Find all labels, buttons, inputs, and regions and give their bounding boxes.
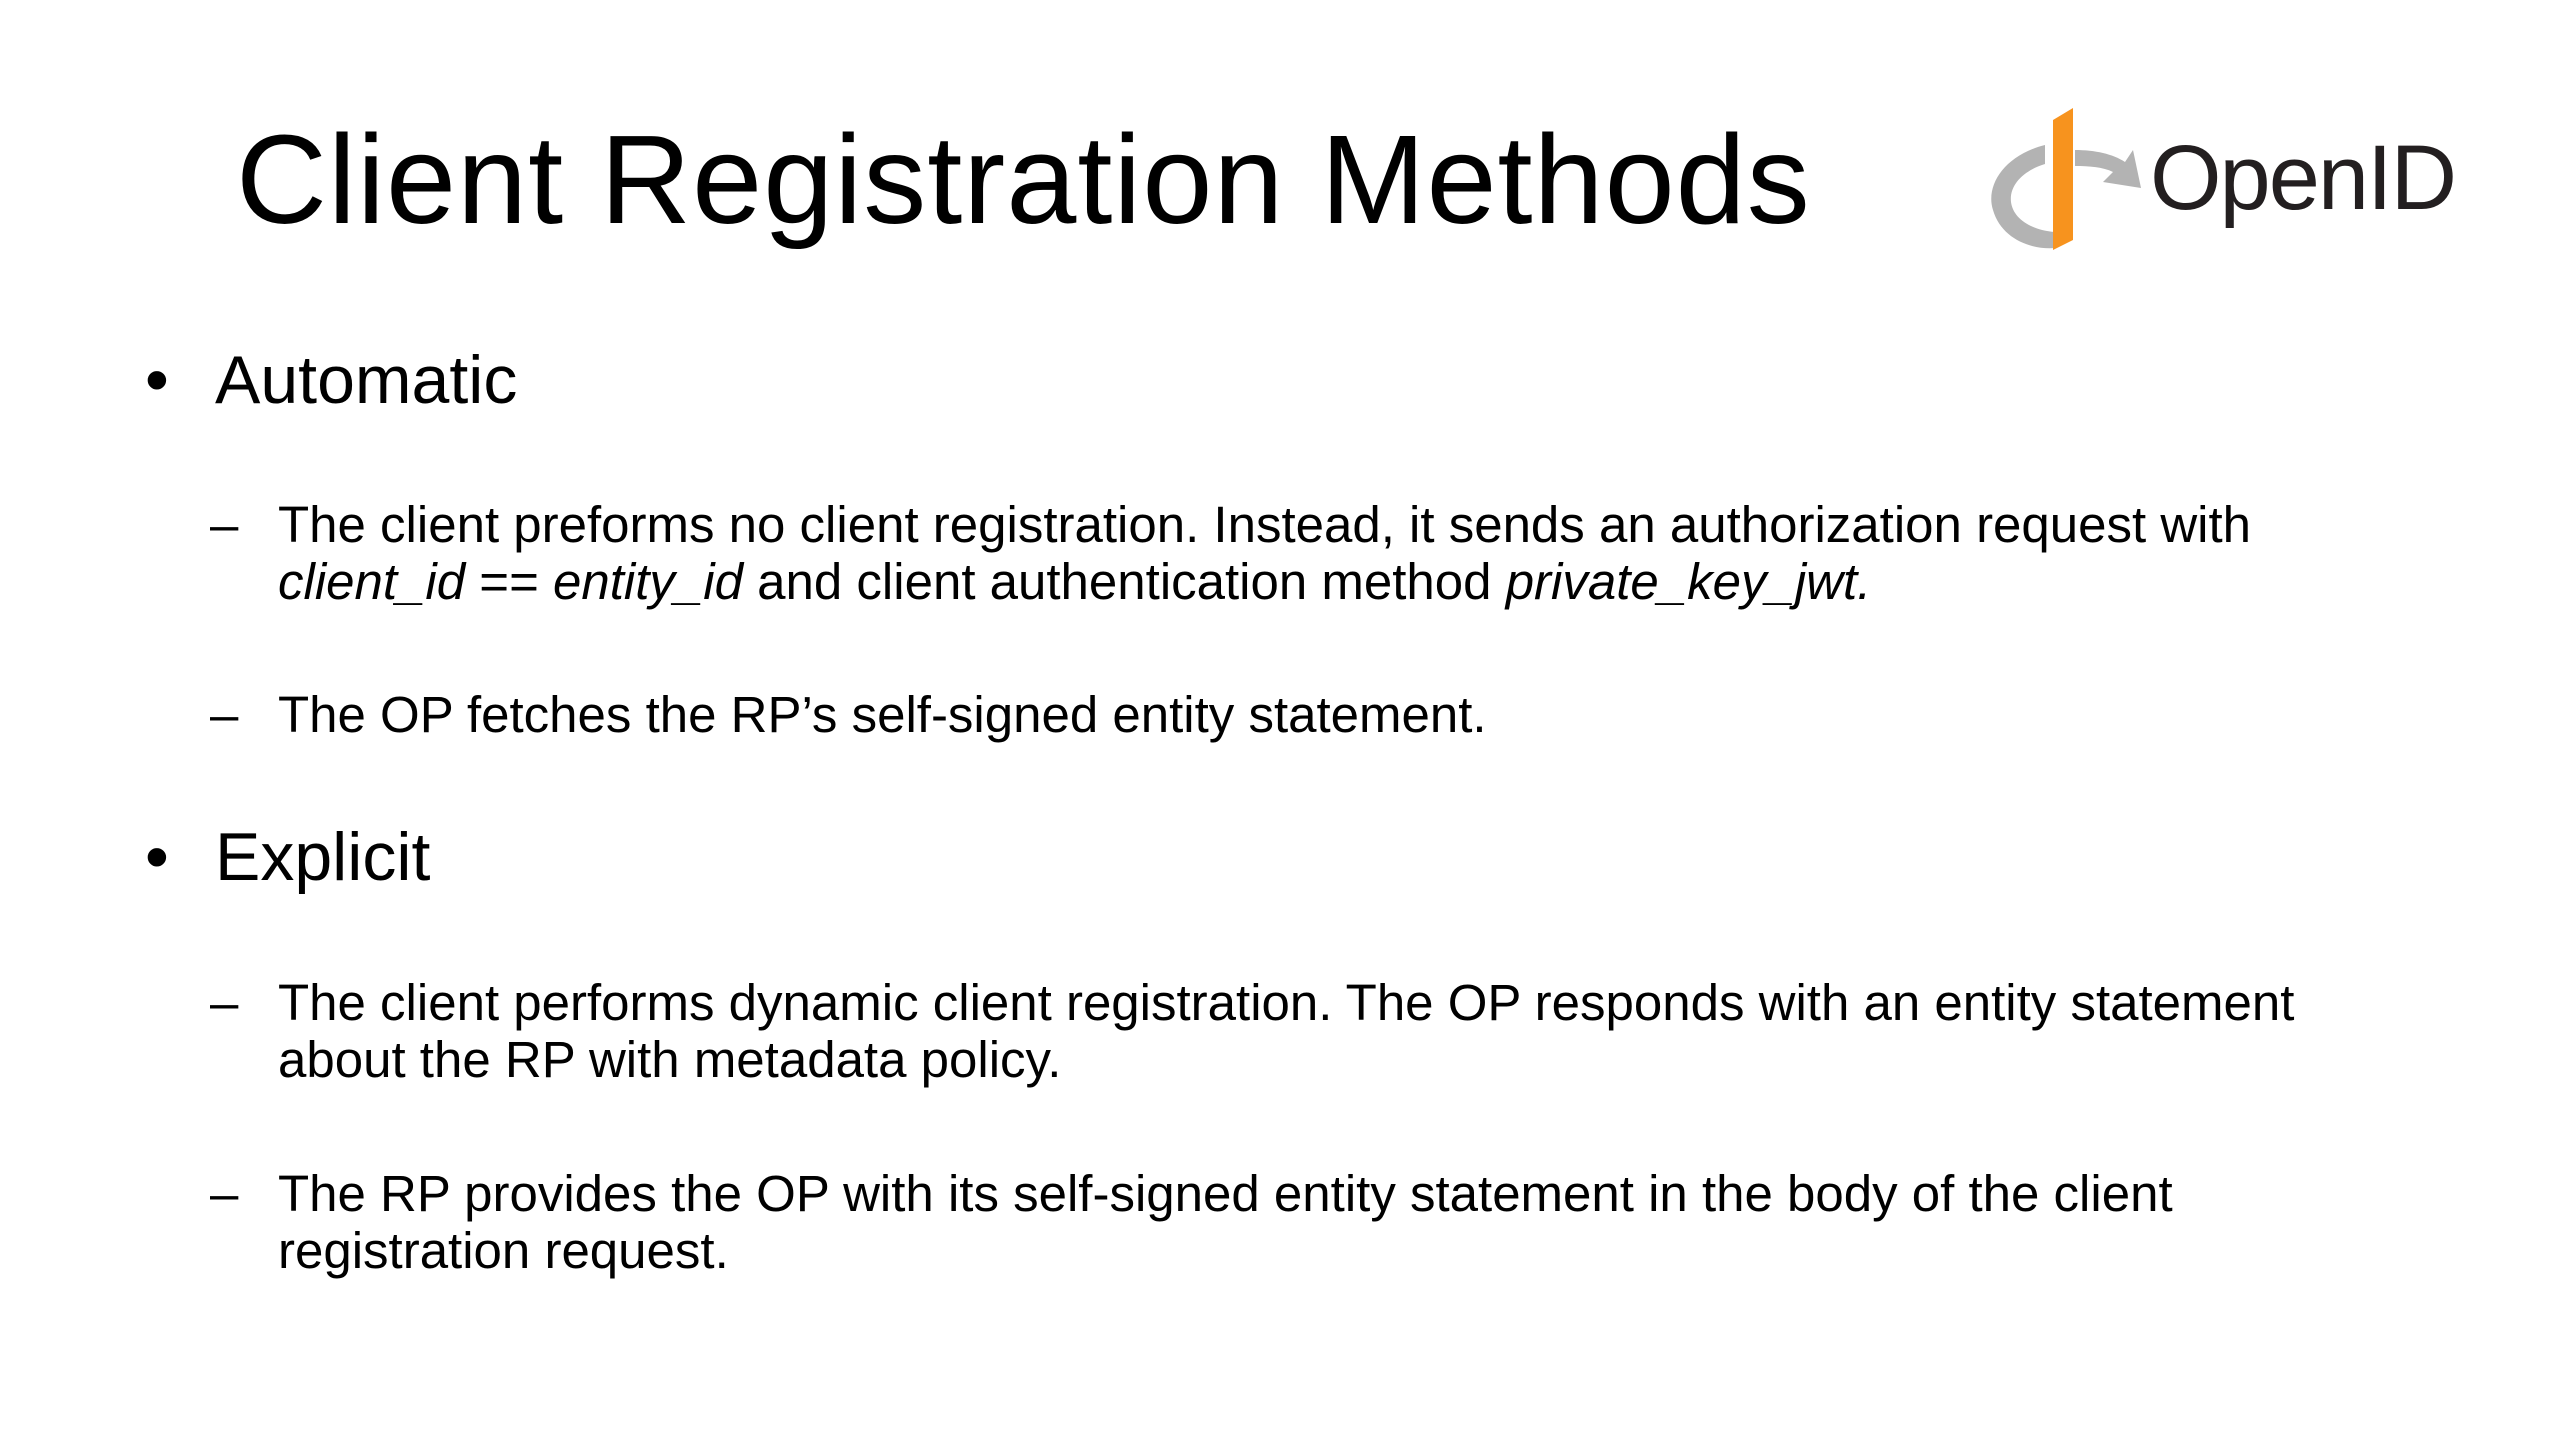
sub-bullet-mark: – [210,1165,239,1222]
openid-logo-icon [1975,90,2145,260]
bullet-heading: Automatic [215,342,518,418]
slide-title: Client Registration Methods [236,109,1811,250]
client-id-term: client_id [278,553,466,610]
equals-operator: == [465,553,554,610]
sub-bullet-text: The RP provides the OP with its self-signed entity statement in the body of the client registration request. [278,1165,2173,1279]
sub-bullet-text: The client performs dynamic client registration. The OP responds with an entity statement about the RP with metadata policy. [278,974,2295,1088]
sub-bullet-mark: – [210,496,239,553]
sub-bullet-mark: – [210,974,239,1031]
sub-bullet-text-part1: The client preforms no client registration. Instead, it sends an authorization request with [278,496,2252,553]
sub-bullet-text [278,496,2458,610]
auth-method-term: private_key_jwt. [1505,553,1872,610]
entity-id-term: entity_id [553,553,743,610]
sub-bullet-text: The OP fetches the RP’s self-signed entity statement. [278,686,1487,743]
bullet-mark: • [145,342,169,418]
openid-logo-text: OpenID [2150,127,2456,229]
bullet-mark: • [145,819,169,895]
bullet-heading: Explicit [215,819,431,895]
sub-bullet-mark: – [210,686,239,743]
openid-logo [1975,90,2455,260]
sub-bullet-text-part2: and client authentication method [743,553,1506,610]
